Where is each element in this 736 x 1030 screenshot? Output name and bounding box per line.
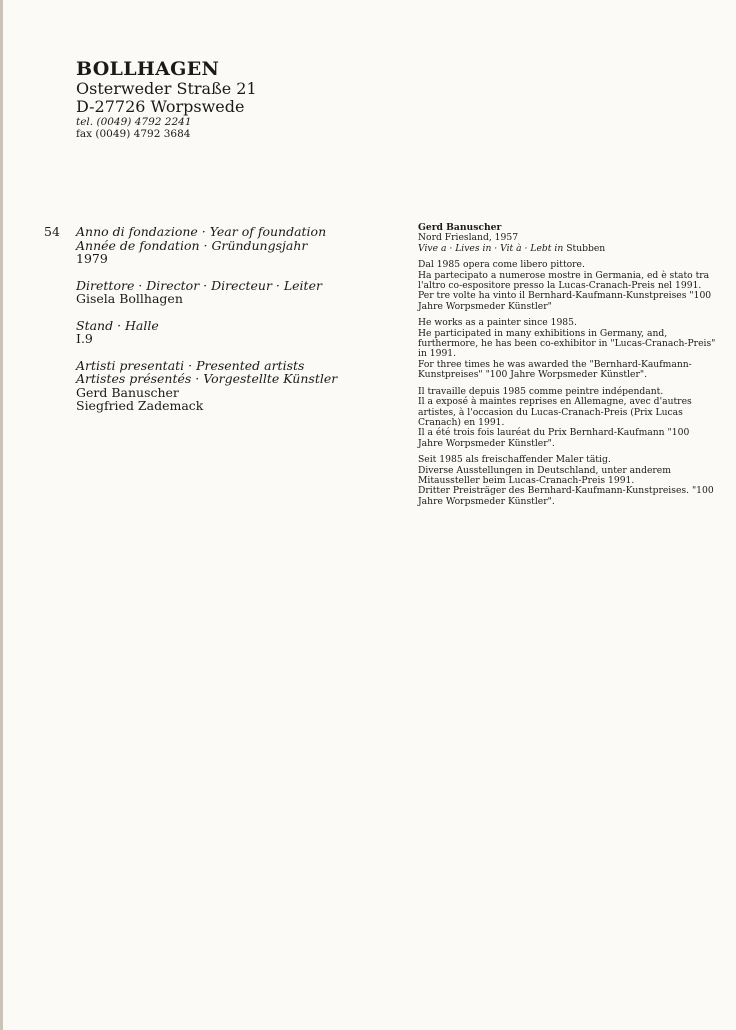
bio-line: Jahre Worpsmeder Künstler".	[418, 495, 555, 507]
bio-line: For three times he was awarded the "Bernhard-Kaufmann-	[418, 358, 692, 370]
bio-line: Seit 1985 als freischaffender Maler tätig.	[418, 454, 611, 466]
director-block	[76, 279, 376, 306]
bio-line: l'altro co-espositore presso la Lucas-Cranach-Preis nel 1991.	[418, 280, 702, 292]
artist-name-2: Siegfried Zademack	[76, 398, 204, 413]
artist-lives	[418, 244, 728, 254]
bio-line: Jahre Worpsmeder Künstler".	[418, 437, 555, 449]
artist-birth: Nord Friesland, 1957	[418, 232, 519, 244]
bio-line: Mitaussteller beim Lucas-Cranach-Preis 1991.	[418, 474, 635, 486]
bio-line: Dritter Preisträger des Bernhard-Kaufmann-Kunstpreises. "100	[418, 485, 714, 497]
page-edge	[0, 0, 3, 1030]
stand-value: I.9	[76, 331, 93, 346]
bio-french	[418, 387, 728, 449]
bio-line: Jahre Worpsmeder Künstler"	[418, 300, 552, 312]
director-value: Gisela Bollhagen	[76, 291, 183, 306]
founded-value: 1979	[76, 251, 108, 266]
stand-block	[76, 319, 376, 346]
gallery-city: D-27726 Worpswede	[76, 97, 245, 116]
bio-english	[418, 318, 728, 380]
gallery-tel: tel. (0049) 4792 2241	[76, 116, 192, 128]
founded-block	[76, 225, 376, 266]
bio-line: Dal 1985 opera come libero pittore.	[418, 259, 585, 271]
artist-entry-name: Gerd Banuscher	[418, 222, 502, 233]
gallery-header	[76, 58, 376, 140]
bio-german	[418, 455, 728, 507]
bio-line: Il a été trois fois lauréat du Prix Bernhard-Kaufmann "100	[418, 427, 690, 439]
artists-label-2: Artistes présentés · Vorgestellte Künstler	[76, 371, 338, 386]
bio-line: Ha partecipato a numerose mostre in Germania, ed è stato tra	[418, 269, 710, 281]
artist-lives-place: Stubben	[566, 242, 606, 254]
bio-line: Cranach) en 1991.	[418, 416, 505, 428]
gallery-street: Osterweder Straße 21	[76, 79, 257, 98]
bio-line: in 1991.	[418, 348, 457, 360]
artist-entry	[418, 223, 728, 507]
gallery-details	[76, 225, 376, 426]
gallery-fax: fax (0049) 4792 3684	[76, 128, 191, 140]
bio-line: Il a exposé à maintes reprises en Allemagne, avec d'autres	[418, 396, 692, 408]
bio-line: He participated in many exhibitions in Germany, and,	[418, 327, 668, 339]
bio-line: Il travaille depuis 1985 comme peintre indépendant.	[418, 385, 664, 397]
director-label: Direttore · Director · Directeur · Leiter	[76, 277, 322, 293]
page-number: 54	[44, 224, 60, 239]
founded-label-2: Année de fondation · Gründungsjahr	[76, 237, 308, 253]
artists-block	[76, 359, 376, 413]
bio-line: Per tre volte ha vinto il Bernhard-Kaufmann-Kunstpreises "100	[418, 290, 712, 302]
bio-italian	[418, 260, 728, 312]
artist-lives-label: Vive a · Lives in · Vit à · Lebt in	[418, 242, 564, 254]
bio-line: Kunstpreises" "100 Jahre Worpsmeder Künstler".	[418, 369, 648, 381]
bio-line: Diverse Ausstellungen in Deutschland, unter anderem	[418, 464, 671, 476]
founded-label-1: Anno di fondazione · Year of foundation	[76, 224, 327, 239]
bio-line: He works as a painter since 1985.	[418, 317, 577, 329]
artist-name-1: Gerd Banuscher	[76, 384, 179, 400]
bio-line: artistes, à l'occasion du Lucas-Cranach-Preis (Prix Lucas	[418, 406, 683, 418]
artists-label-1: Artisti presentati · Presented artists	[76, 357, 305, 373]
bio-line: furthermore, he has been co-exhibitor in "Lucas-Cranach-Preis"	[418, 338, 716, 350]
gallery-name: BOLLHAGEN	[76, 58, 220, 80]
stand-label: Stand · Halle	[76, 317, 159, 333]
